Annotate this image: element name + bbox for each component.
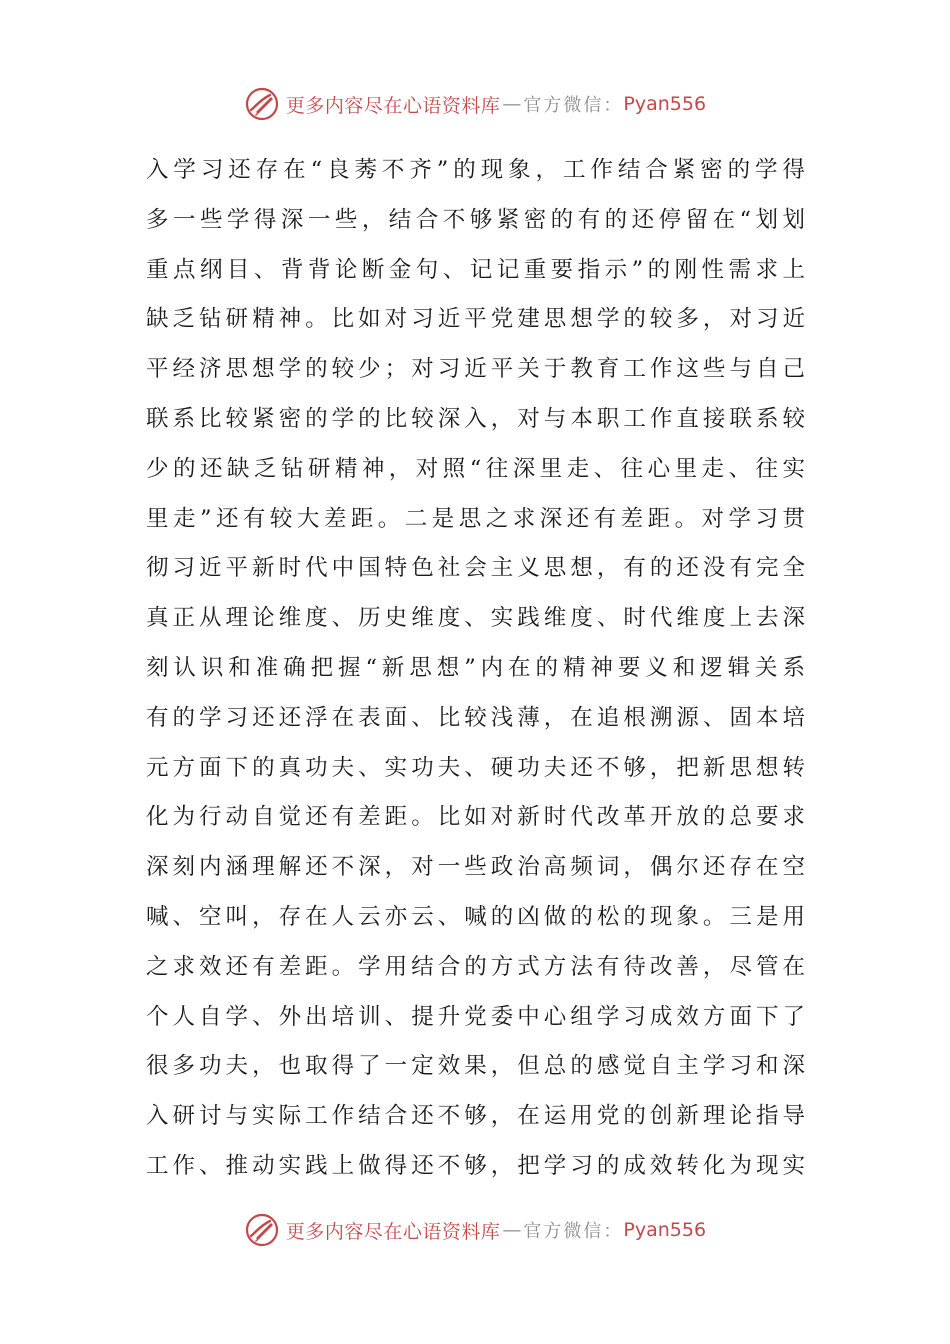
text-line: 工作、推动实践上做得还不够，把学习的成效转化为现实 [146,1152,806,1179]
banner-dash: — [502,1219,522,1241]
pen-logo-icon [244,86,280,122]
text-line: 深刻内涵理解还不深，对一些政治高频词，偶尔还存在空 [146,854,806,881]
text-line: 少的还缺乏钻研精神，对照“往深里走、往心里走、往实 [146,455,806,482]
footer-banner [0,1208,950,1252]
text-line: 之求效还有差距。学用结合的方式方法有待改善，尽管在 [146,953,806,980]
banner-brand-text: 更多内容尽在心语资料库 [285,94,501,117]
text-line: 真正从理论维度、历史维度、实践维度、时代维度上去深 [146,605,806,632]
text-line: 缺乏钻研精神。比如对习近平党建思想学的较多，对习近 [146,306,806,333]
banner-wechat-id: Pyan556 [623,1219,707,1241]
text-line: 很多功夫，也取得了一定效果，但总的感觉自主学习和深 [146,1053,806,1080]
banner-official-label: 官方微信： [523,1221,624,1242]
text-line: 有的学习还还浮在表面、比较浅薄，在追根溯源、固本培 [146,704,806,731]
pen-logo-icon [244,1212,280,1248]
text-line: 联系比较紧密的学的比较深入，对与本职工作直接联系较 [146,405,806,432]
banner-dash: — [502,93,522,115]
header-banner [0,82,950,126]
banner-brand-text: 更多内容尽在心语资料库 [285,1220,501,1243]
text-line: 个人自学、外出培训、提升党委中心组学习成效方面下了 [146,1003,806,1030]
text-line: 入学习还存在“良莠不齐”的现象，工作结合紧密的学得 [146,157,806,183]
document-body [146,146,806,1192]
text-line: 重点纲目、背背论断金句、记记重要指示”的刚性需求上 [146,256,806,283]
text-line: 里走”还有较大差距。二是思之求深还有差距。对学习贯 [146,505,806,532]
text-line: 平经济思想学的较少；对习近平关于教育工作这些与自己 [146,356,806,383]
text-line: 刻认识和准确把握“新思想”内在的精神要义和逻辑关系 [146,654,806,681]
text-line: 多一些学得深一些，结合不够紧密的有的还停留在“划划 [146,206,806,233]
text-line: 化为行动自觉还有差距。比如对新时代改革开放的总要求 [146,804,806,831]
text-line: 入研讨与实际工作结合还不够，在运用党的创新理论指导 [146,1103,806,1130]
text-line: 彻习近平新时代中国特色社会主义思想，有的还没有完全 [146,555,806,582]
text-line: 元方面下的真功夫、实功夫、硬功夫还不够，把新思想转 [146,754,806,781]
banner-wechat-id: Pyan556 [623,93,707,115]
text-line: 喊、空叫，存在人云亦云、喊的凶做的松的现象。三是用 [146,903,806,930]
banner-official-label: 官方微信： [523,95,624,116]
